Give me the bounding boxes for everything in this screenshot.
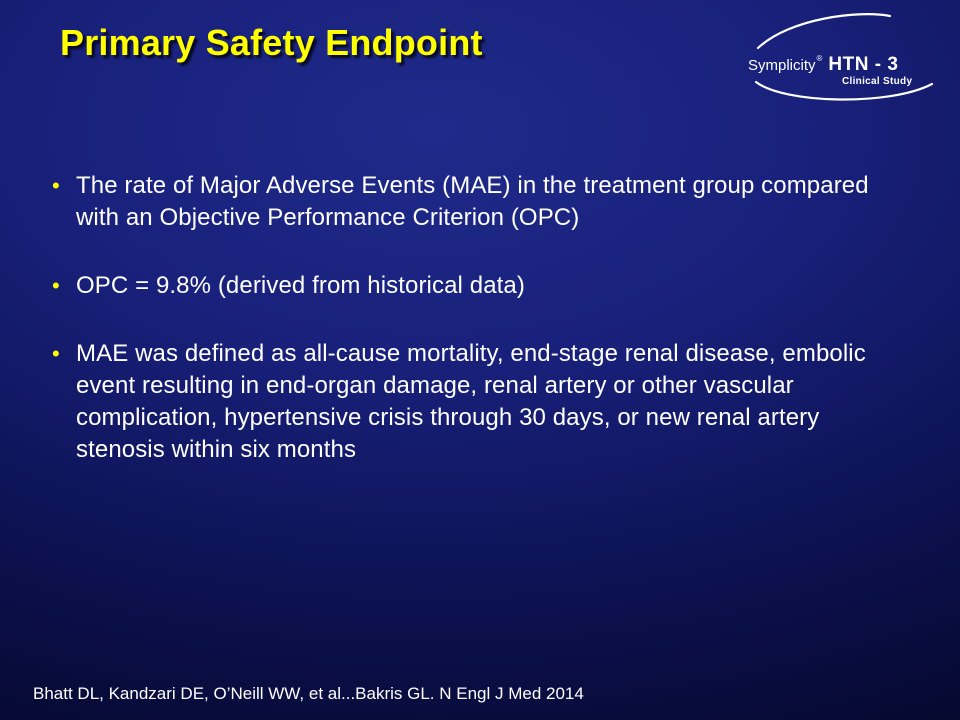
- bullet-item: [52, 270, 902, 302]
- bullet-text: The rate of Major Adverse Events (MAE) in the treatment group compared with an Objective Performance Criterion (OPC): [76, 172, 869, 231]
- logo-brand: [748, 54, 898, 76]
- bullet-list: [52, 170, 902, 502]
- bullet-text: MAE was defined as all-cause mortality, end-stage renal disease, embolic event resulting in end-organ damage, renal artery or other vascular complication, hypertensive crisis through 30 days, or new renal artery stenosis within six months: [76, 340, 866, 463]
- logo-subtitle: Clinical Study: [842, 76, 913, 87]
- bullet-dot-icon: •: [52, 173, 60, 198]
- logo-study-name: HTN - 3: [828, 54, 899, 75]
- bullet-dot-icon: •: [52, 273, 60, 298]
- bullet-dot-icon: •: [52, 341, 60, 366]
- citation: Bhatt DL, Kandzari DE, O’Neill WW, et al...Bakris GL. N Engl J Med 2014: [33, 684, 584, 703]
- slide-title: Primary Safety Endpoint: [60, 22, 483, 63]
- logo-brand-text: Symplicity: [748, 57, 816, 74]
- logo-trademark: ®: [816, 54, 823, 63]
- bullet-item: [52, 338, 902, 466]
- bullet-text: OPC = 9.8% (derived from historical data): [76, 272, 525, 299]
- symplicity-logo: [740, 12, 940, 104]
- bullet-item: [52, 170, 902, 234]
